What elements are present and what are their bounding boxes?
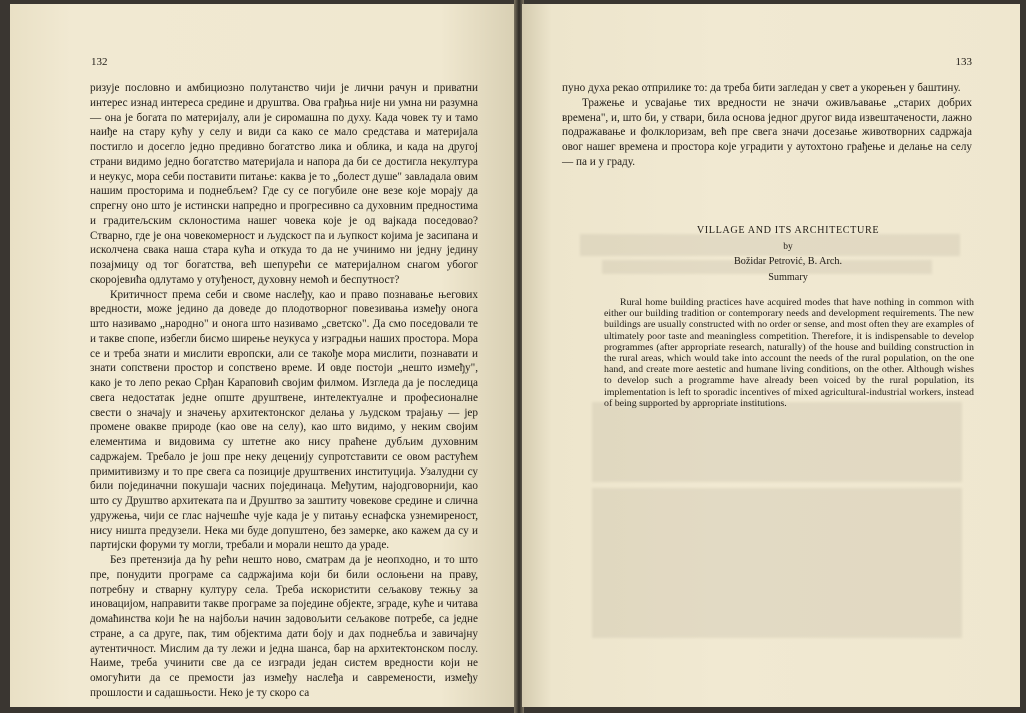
show-through-text [592,402,962,482]
paragraph: пуно духа рекао отприлике то: да треба бити загледан у свет а укорењен у баштину. [562,82,961,94]
page-number: 133 [955,56,972,68]
show-through-text [592,488,962,638]
english-summary-header [604,225,972,297]
summary-label: Summary [768,272,808,283]
right-page [522,4,1020,707]
paragraph: Критичност према себи и своме наслеђу, као и право познавање његових вредности, може једино да доведе до плодотворног повезивања између онога што називамо „народно" и онога што називамо „светско". Да смо поседовали те и такве спопе, избегли бисмо ширење неукуса у изградњи наших простора. Мора се и треба знати и мислити европски, али се такође мора мислити, познавати и знати сопствени простор и сопствено време. И овде постоји „нешто између", како је то лепо рекао Срђан Караповић својим филмом. Изгледа да је последица свега недостатак једне опште друштвене, интелектуалне и професионалне свести о значају и значењу архитектонског делања у људском трајању — јер промене овакве природе (као ове на селу), као што видимо, у неким својим елементима и видовима су штетне ако нису праћене дубљим духовним садржајем. Требало је још пре неку деценију супротставити се овом растућем примитивизму и то пре свега са позиције друштвених институција. Узалудни су били појединачни покушаји часних појединаца. Међутим, најодговорнији, као што су Друштво архитеката па и Друштво за заштиту човекове средине и слична удружења, чији се глас најчешће чује када је у питању еснафска узнемиреност, нису ништа предузели. Нека ми буде допуштено, без замерке, ако кажем да су и партијски форуми ту могли, требали и морали нешто да ураде. [90,288,478,552]
page-number: 132 [91,56,108,68]
left-page [10,4,516,707]
summary-text: Rural home building practices have acquired modes that have nothing in common with either our building tradition or contemporary needs and development requirements. The new buildings are usually constructed with no order or sense, and most often they are examples of ultimately poor taste and meaningless competition. Therefore, it is indispensable to develop programmes (after appropriate research, naturally) of the house and building construction in the rural areas, which would take into account the needs of the rural population, on the one hand, and create more aestetic and humane living conditions, on the other. Although wishes to develop such a programme have already been voiced by the rural population, its implementation is left to sporadic incentives of mixed agricultural-industrial workers, instead of being supported by appropriate institutions. [604,297,974,409]
summary-by: by [783,242,793,252]
paragraph: ризује пословно и амбициозно полутанство чији је лични рачун и приватни интерес изнад интереса средине и друштва. Ова грађња није ни умна ни разумна — она је богата по материјалу, али је сиромашна по духу. Када човек ту и тамо наиђе на стару кућу у селу и види са како се мало средстава и материјала постигло и досегло једно предивно богатство лика и облика, и када на другој страни видимо једно богатство материјала и напора да би се достигла некултура и неукус, мора себи поставити питање: каква је то „болест душе" завладала овим нашим просторима и поднебљем? Где су се погубиле оне везе које морају да спрегну оно што је истински напредно и прогресивно са духовним предностима и градитељским склоностима нашег човека које је од вајкада поседовао? Стварно, где је она човекомерност и људскост па и љупкост којима је засипана и исколчена свака наша стара кућа и откуда то да не учинимо ни једну једину позајмицу од тог богатства, већ шепурећи се материјалном снагом убогог скоројевића одлутамо у отуђеност, духовну немоћ и беспутност? [90,82,478,286]
left-page-body [90,81,478,701]
paragraph: Тражење и усвајање тих вредности не значи оживљавање „старих добрих времена", и, што би, у ствари, била основа једног другог вида извештачености, лажно подражавање и фолклоризам, већ пре свега значи досезање животворних садржаја овог нашег времена и простора које уградити у аутохтоно грађење и делање на селу — па и у граду. [562,96,972,168]
summary-author: Božidar Petrović, B. Arch. [733,256,843,267]
summary-title: VILLAGE AND ITS ARCHITECTURE [696,225,880,236]
paragraph: Без претензија да ћу рећи нешто ново, сматрам да је неопходно, и то што пре, понудити програме са садржајима који би били ослоњени на праву, потребну и стварну културу села. Треба искористити сељакову тежњу за иновацијом, направити такве програме за поједине објекте, зграде, куће и читава домаћинства који ће на најбољи начин задовољити сељакове потребе, са једне стране, а са друге, пак, тим објектима дати боју и дах поднебља и завичајну аутентичност. Мислим да ту лежи и једна шанса, бар на архитектонском послу. Наиме, треба учинити све да се изгради један систем вредности који не омогућити да се премости јаз између наслеђа и савремености, између прошлости и садашњости. Неко је ту скоро са [90,554,478,699]
right-page-body [562,81,972,170]
